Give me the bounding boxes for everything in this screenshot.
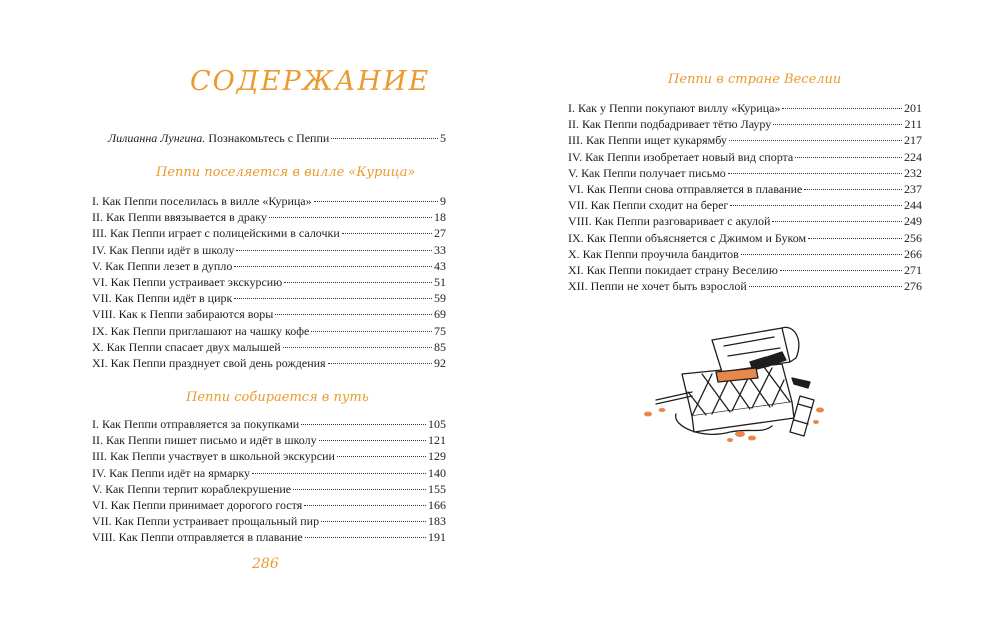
section-heading: Пеппи собирается в путь (186, 390, 369, 405)
toc-entry[interactable] (92, 209, 446, 225)
toc-entry-label: XI. Как Пеппи покидает страну Веселию (568, 262, 778, 277)
toc-entry-label: VIII. Как к Пеппи забираются воры (92, 307, 274, 322)
toc-entry[interactable] (568, 246, 922, 262)
toc-entry-label: VI. Как Пеппи устраивает экскурсию (92, 274, 283, 289)
leader-dots (773, 124, 902, 125)
toc-entry-label: VII. Как Пеппи идёт в цирк (92, 291, 233, 306)
toc-entry[interactable] (92, 432, 446, 448)
leader-dots (780, 270, 902, 271)
toc-entry-page: 51 (434, 274, 446, 289)
toc-entry[interactable] (568, 197, 922, 213)
toc-entry-page: 33 (434, 242, 446, 257)
toc-entry-label: VIII. Как Пеппи разговаривает с акулой (568, 214, 771, 229)
toc-entry-label: IX. Как Пеппи объясняется с Джимом и Буком (568, 230, 807, 245)
toc-entry-label: VII. Как Пеппи устраивает прощальный пир (92, 514, 320, 529)
toc-entry-page: 92 (434, 355, 446, 370)
leader-dots (729, 140, 902, 141)
toc-entry[interactable] (568, 181, 922, 197)
toc-entry-label: IV. Как Пеппи идёт в школу (92, 242, 235, 257)
toc-entry-page: 5 (440, 131, 446, 145)
leader-dots (342, 233, 432, 234)
toc-entry-label: VII. Как Пеппи сходит на берег (568, 198, 729, 213)
toc-entry-page: 59 (434, 291, 446, 306)
contents-title: СОДЕРЖАНИЕ (190, 66, 431, 97)
leader-dots (804, 189, 902, 190)
toc-entry-page: 256 (904, 230, 922, 245)
toc-entry[interactable] (568, 149, 922, 165)
toc-entry[interactable] (92, 448, 446, 464)
leader-dots (730, 205, 902, 206)
toc-entry-label: VIII. Как Пеппи отправляется в плавание (92, 530, 303, 545)
leader-dots (283, 347, 432, 348)
toc-entry-label: VI. Как Пеппи принимает дорогого гостя (92, 497, 303, 512)
toc-entry[interactable] (92, 529, 446, 545)
section-1-list (92, 193, 446, 371)
toc-entry-label: XII. Пеппи не хочет быть взрослой (568, 279, 747, 294)
intro-entry-block (108, 130, 446, 146)
toc-entry-label: XI. Как Пеппи празднует свой день рождения (92, 355, 326, 370)
toc-entry[interactable] (92, 225, 446, 241)
toc-entry[interactable] (92, 339, 446, 355)
toc-entry-page: 217 (904, 133, 922, 148)
toc-entry-page: 271 (904, 262, 922, 277)
toc-entry-page: 155 (428, 481, 446, 496)
toc-entry[interactable] (92, 481, 446, 497)
toc-entry-page: 75 (434, 323, 446, 338)
toc-entry-label: I. Как Пеппи поселилась в вилле «Курица» (92, 194, 312, 208)
page-number: 286 (252, 556, 279, 572)
toc-entry-page: 166 (428, 497, 446, 512)
toc-entry-label: III. Как Пеппи играет с полицейскими в салочки (92, 226, 340, 241)
toc-entry[interactable] (92, 355, 446, 371)
toc-entry-label: III. Как Пеппи участвует в школьной экскурсии (92, 449, 335, 464)
toc-entry-label: VI. Как Пеппи снова отправляется в плавание (568, 181, 803, 196)
toc-entry-page: 121 (428, 433, 446, 448)
leader-dots (234, 298, 432, 299)
toc-entry-page: 140 (428, 465, 446, 480)
toc-entry-page: 224 (904, 149, 922, 164)
toc-entry[interactable] (568, 116, 922, 132)
toc-entry-label: V. Как Пеппи терпит кораблекрушение (92, 481, 292, 496)
leader-dots (321, 521, 426, 522)
leader-dots (305, 537, 426, 538)
toc-entry-label: IV. Как Пеппи изобретает новый вид спорта (568, 149, 794, 164)
toc-entry-page: 9 (440, 194, 446, 208)
toc-entry[interactable] (108, 130, 446, 146)
toc-entry[interactable] (92, 323, 446, 339)
toc-entry-label (108, 130, 329, 146)
toc-entry-label: I. Как у Пеппи покупают виллу «Курица» (568, 101, 781, 115)
toc-entry[interactable] (92, 290, 446, 306)
leader-dots (236, 250, 432, 251)
toc-entry-page: 211 (904, 117, 922, 132)
toc-entry-label: II. Как Пеппи подбадривает тётю Лауру (568, 117, 772, 132)
toc-entry-label: X. Как Пеппи спасает двух малышей (92, 339, 281, 354)
section-2-list (92, 416, 446, 546)
toc-entry[interactable] (568, 278, 922, 294)
leader-dots (782, 108, 902, 109)
leader-dots (269, 217, 432, 218)
leader-dots (331, 138, 438, 139)
toc-entry[interactable] (92, 416, 446, 432)
toc-entry-page: 201 (904, 101, 922, 115)
leader-dots (293, 489, 426, 490)
leader-dots (234, 266, 432, 267)
toc-entry[interactable] (568, 230, 922, 246)
leader-dots (749, 286, 902, 287)
toc-entry-label: I. Как Пеппи отправляется за покупками (92, 417, 300, 431)
leader-dots (275, 314, 432, 315)
toc-entry-page: 266 (904, 246, 922, 261)
toc-entry[interactable] (568, 213, 922, 229)
toc-entry[interactable] (92, 513, 446, 529)
leader-dots (314, 201, 438, 202)
toc-entry-page: 232 (904, 165, 922, 180)
intro-title: Познакомьтесь с Пеппи (208, 131, 330, 145)
toc-entry[interactable] (568, 165, 922, 181)
leader-dots (301, 424, 426, 425)
toc-entry-label: IX. Как Пеппи приглашают на чашку кофе (92, 323, 310, 338)
leader-dots (728, 173, 902, 174)
treasure-chest-icon (632, 322, 852, 452)
toc-entry-label: II. Как Пеппи пишет письмо и идёт в школу (92, 433, 317, 448)
toc-entry-page: 18 (434, 210, 446, 225)
toc-entry[interactable] (92, 258, 446, 274)
toc-entry-page: 43 (434, 258, 446, 273)
leader-dots (328, 363, 432, 364)
section-heading: Пеппи поселяется в вилле «Курица» (156, 165, 416, 180)
section-3-list (568, 100, 922, 294)
leader-dots (741, 254, 902, 255)
leader-dots (304, 505, 426, 506)
leader-dots (252, 473, 426, 474)
toc-entry-label: III. Как Пеппи ищет кукарямбу (568, 133, 727, 148)
toc-entry[interactable] (92, 306, 446, 322)
toc-entry[interactable] (568, 100, 922, 116)
leader-dots (311, 331, 432, 332)
toc-entry[interactable] (568, 262, 922, 278)
toc-entry-page: 105 (428, 417, 446, 431)
toc-entry-label: II. Как Пеппи ввязывается в драку (92, 210, 267, 225)
toc-entry-page: 276 (904, 279, 922, 294)
toc-entry-page: 69 (434, 307, 446, 322)
toc-entry[interactable] (92, 497, 446, 513)
section-heading: Пеппи в стране Веселии (668, 72, 842, 87)
toc-entry-page: 129 (428, 449, 446, 464)
toc-entry-page: 244 (904, 198, 922, 213)
right-page (500, 0, 1000, 636)
leader-dots (337, 456, 426, 457)
toc-entry-page: 183 (428, 514, 446, 529)
toc-entry[interactable] (92, 242, 446, 258)
intro-author: Лилианна Лунгина. (108, 131, 206, 145)
leader-dots (772, 221, 902, 222)
toc-entry-page: 249 (904, 214, 922, 229)
toc-entry[interactable] (92, 193, 446, 209)
leader-dots (319, 440, 426, 441)
toc-entry-page: 85 (434, 339, 446, 354)
toc-entry-page: 27 (434, 226, 446, 241)
leader-dots (795, 157, 902, 158)
toc-entry[interactable] (92, 465, 446, 481)
toc-entry[interactable] (92, 274, 446, 290)
toc-entry-label: V. Как Пеппи лезет в дупло (92, 258, 233, 273)
toc-entry-label: IV. Как Пеппи идёт на ярмарку (92, 465, 251, 480)
leader-dots (284, 282, 432, 283)
toc-entry-page: 237 (904, 181, 922, 196)
leader-dots (808, 238, 902, 239)
toc-entry[interactable] (568, 132, 922, 148)
toc-entry-label: V. Как Пеппи получает письмо (568, 165, 726, 180)
toc-entry-label: X. Как Пеппи проучила бандитов (568, 246, 739, 261)
toc-entry-page: 191 (428, 530, 446, 545)
